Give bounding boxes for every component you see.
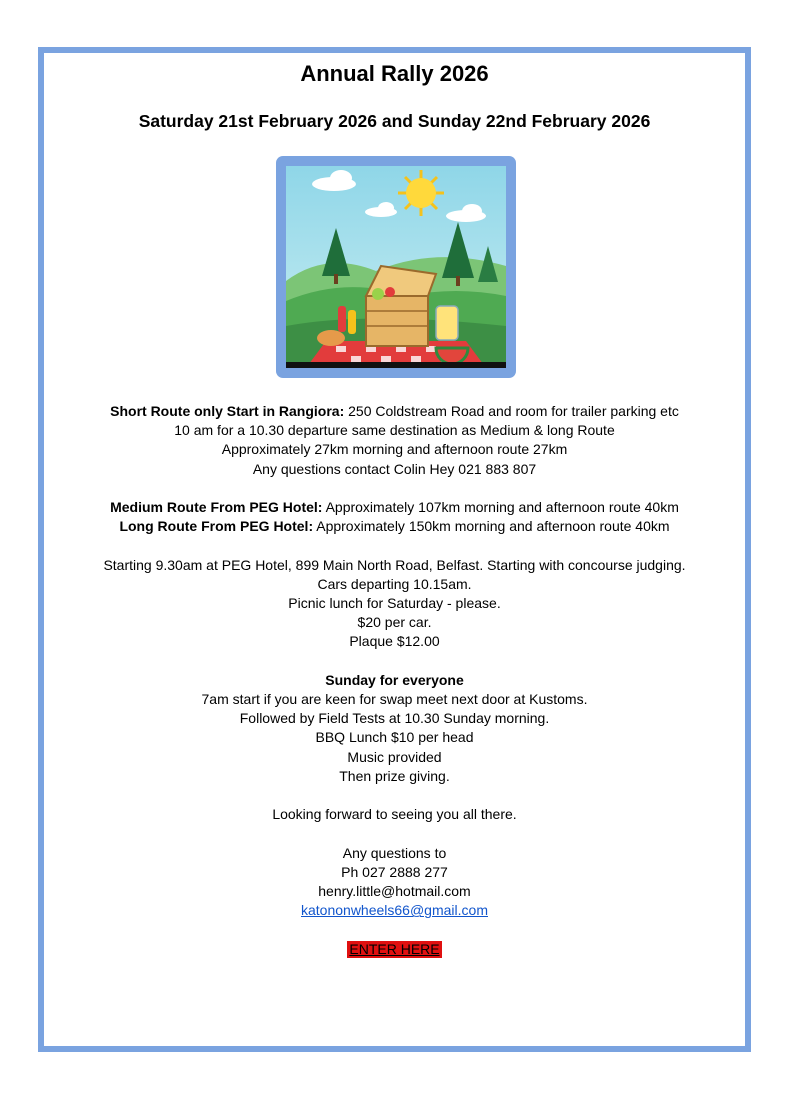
closing-line: Looking forward to seeing you all there. [272,806,517,823]
short-route-contact: Any questions contact Colin Hey 021 883 807 [252,460,537,477]
long-route-line [44,517,745,536]
saturday-lunch: Picnic lunch for Saturday - please. [288,595,501,611]
medium-route-text: Approximately 107km morning and afternoon route 40km [322,499,679,515]
sunday-field-tests: Followed by Field Tests at 10.30 Sunday morning. [239,710,550,727]
contact-email: henry.little@hotmail.com [318,883,471,899]
page-title: Annual Rally 2026 [300,61,489,86]
long-route-text: Approximately 150km morning and afternoon route 40km [313,518,670,535]
event-dates: Saturday 21st February 2026 and Sunday 22nd February 2026 [138,111,651,131]
picnic-picture [276,156,516,378]
medium-route-label: Medium Route From PEG Hotel: [110,499,323,515]
short-route-line [44,402,745,421]
contact-phone: Ph 027 2888 277 [341,863,448,880]
sunday-music: Music provided [347,748,442,765]
page-frame [38,47,751,1052]
short-route-distance: Approximately 27km morning and afternoon route 27km [221,441,568,458]
medium-route-line [44,498,745,517]
saturday-price: $20 per car. [357,614,432,631]
sunday-bbq: BBQ Lunch $10 per head [315,729,474,746]
saturday-plaque: Plaque $12.00 [349,633,440,650]
sunday-heading-text: Sunday for everyone [325,671,464,688]
sunday-prizes: Then prize giving. [339,767,450,784]
enter-line [44,940,745,959]
contact-email-link-line [44,901,745,920]
contact-email-link[interactable]: katononwheels66@gmail.com [301,902,488,919]
sunday-swap-meet: 7am start if you are keen for swap meet next door at Kustoms. [201,691,588,707]
saturday-start: Starting 9.30am at PEG Hotel, 899 Main North Road, Belfast. Starting with concourse judging. [103,556,686,573]
short-route-text: 250 Coldstream Road and room for trailer parking etc [344,403,679,419]
long-route-label: Long Route From PEG Hotel: [119,518,314,535]
short-route-departure: 10 am for a 10.30 departure same destination as Medium & long Route [174,422,615,439]
sunday-heading [44,671,745,690]
event-details [44,402,745,959]
contact-heading: Any questions to [342,844,447,861]
picnic-basket-illustration [286,166,506,368]
saturday-departure: Cars departing 10.15am. [317,575,472,592]
enter-here-button[interactable]: ENTER HERE [349,940,440,957]
short-route-label: Short Route only Start in Rangiora: [110,403,345,419]
